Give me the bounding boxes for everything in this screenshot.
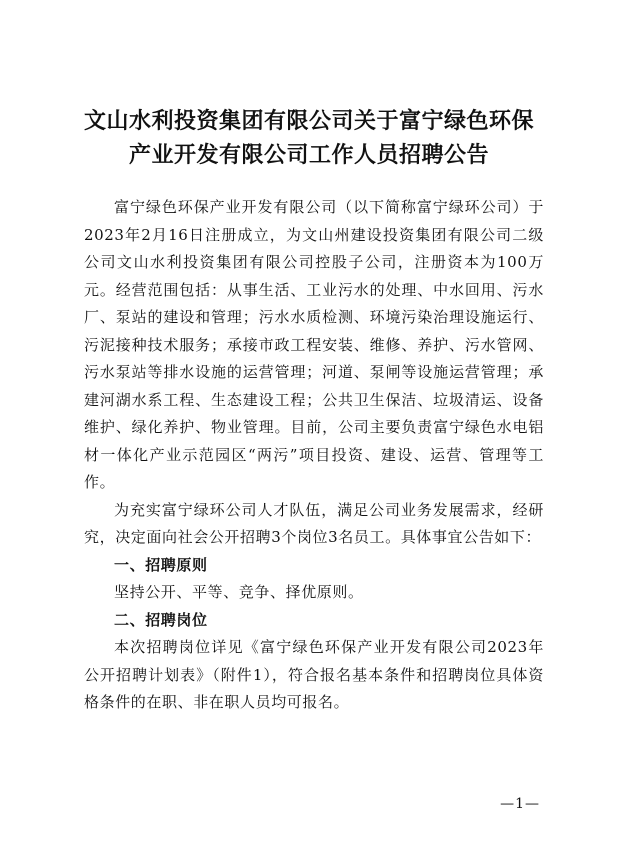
intro-paragraph: 富宁绿色环保产业开发有限公司（以下简称富宁绿环公司）于2023年2月16日注册成立，为文山州建设投资集团有限公司二级公司文山水利投资集团有限公司控股子公司，注册资本为100万元。经营范围包括：从事生活、工业污水的处理、中水回用、污水厂、泵站的建设和管理；污水水质检测、环境污染治理设施运行、污泥接种技术服务；承接市政工程安装、维修、养护、污水管网、污水泵站等排水设施的运营管理；河道、泵闸等设施运营管理；承建河湖水系工程、生态建设工程；公共卫生保洁、垃圾清运、设备维护、绿化养护、物业管理。目前，公司主要负责富宁绿色水电铝材一体化产业示范园区“两污”项目投资、建设、运营、管理等工作。 [84,198,544,491]
positions-paragraph: 本次招聘岗位详见《富宁绿色环保产业开发有限公司2023年公开招聘计划表》（附件1），符合报名基本条件和招聘岗位具体资格条件的在职、非在职人员均可报名。 [84,638,544,711]
document-title [60,105,558,173]
principles-paragraph: 坚持公开、平等、竞争、择优原则。 [114,583,364,601]
purpose-paragraph: 为充实富宁绿环公司人才队伍，满足公司业务发展需求，经研究，决定面向社会公开招聘3个岗位3名员工。具体事宜公告如下： [84,500,544,546]
section-heading-positions: 二、招聘岗位 [114,610,208,629]
title-line-1: 文山水利投资集团有限公司关于富宁绿色环保 [83,109,534,134]
section-heading-principles: 一、招聘原则 [114,555,208,574]
document-body [84,194,544,717]
page-number: —1— [500,796,540,812]
title-line-2: 产业开发有限公司工作人员招聘公告 [128,143,489,168]
